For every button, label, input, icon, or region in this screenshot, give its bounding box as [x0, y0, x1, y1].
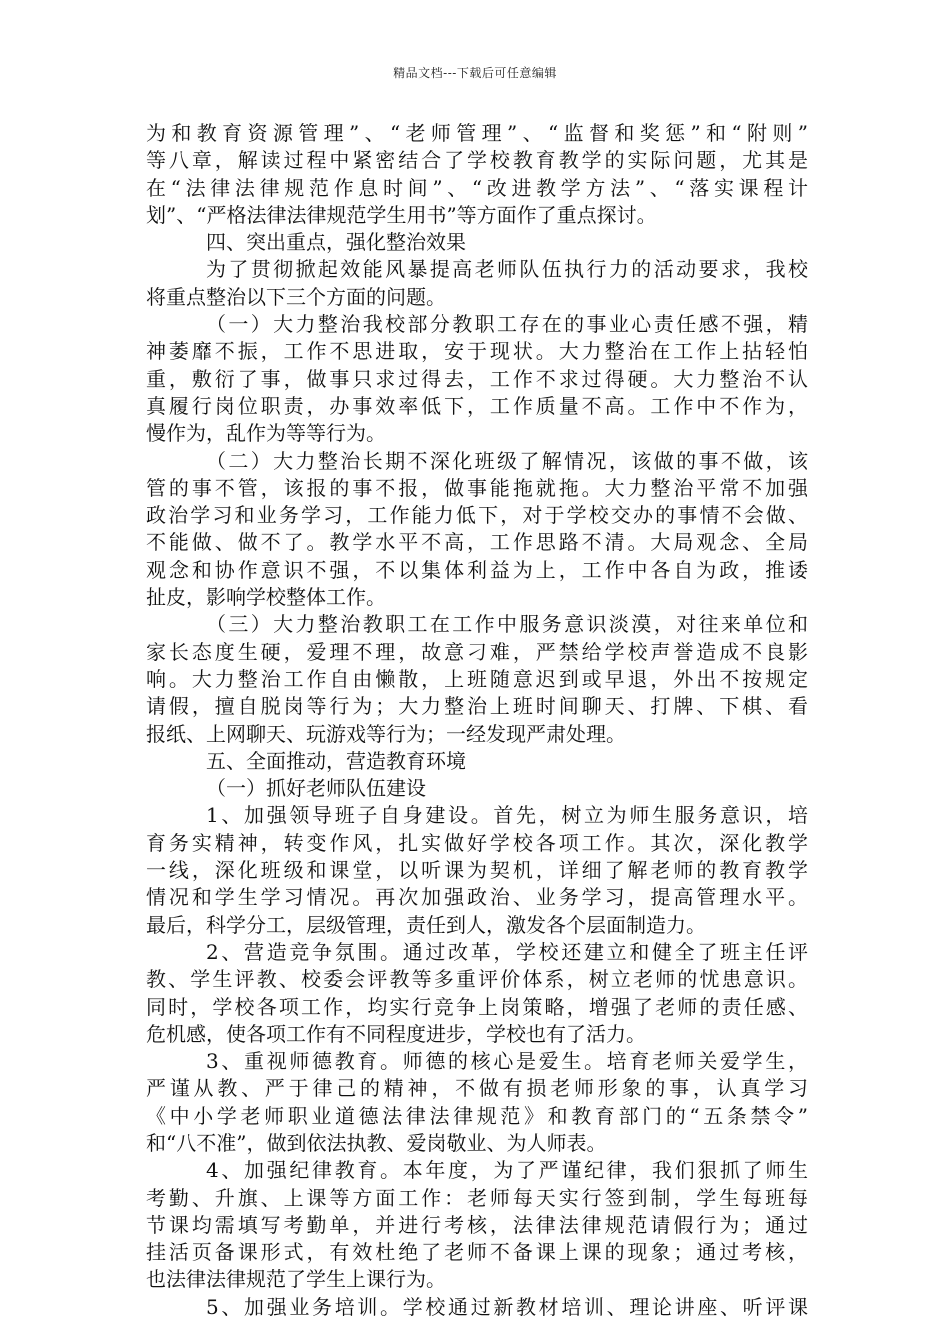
text-line: 危机感，使各项工作有不同程度进步，学校也有了活力。: [146, 1021, 646, 1046]
text-line: 1、加强领导班子自身建设。首先，树立为师生服务意识，培: [206, 803, 808, 828]
page-header: 精品文档---下载后可任意编辑: [393, 66, 557, 80]
text-line: 教、学生评教、校委会评教等多重评价体系，树立老师的忧患意识。: [146, 967, 808, 992]
text-line: 等八章，解读过程中紧密结合了学校教育教学的实际问题，尤其是: [146, 148, 808, 173]
text-line: （二）大力整治长期不深化班级了解情况，该做的事不做，该: [206, 448, 808, 473]
text-line: 情况和学生学习情况。再次加强政治、业务学习，提高管理水平。: [146, 885, 808, 910]
text-line: 报纸、上网聊天、玩游戏等行为；一经发现严肃处理。: [146, 721, 626, 746]
text-line: 响。大力整治工作自由懒散，上班随意迟到或早退，外出不按规定: [146, 666, 808, 691]
text-line: 5、加强业务培训。学校通过新教材培训、理论讲座、听评课: [206, 1294, 808, 1319]
text-line: 五、全面推动，营造教育环境: [206, 748, 466, 773]
text-line: 四、突出重点，强化整治效果: [206, 230, 466, 255]
text-line: 慢作为，乱作为等等行为。: [146, 421, 386, 446]
text-line: 也法律法律规范了学生上课行为。: [146, 1267, 446, 1292]
text-line: （一）抓好老师队伍建设: [206, 776, 426, 801]
text-line: 将重点整治以下三个方面的问题。: [146, 284, 446, 309]
text-line: 4、加强纪律教育。本年度，为了严谨纪律，我们狠抓了师生: [206, 1158, 808, 1183]
text-line: 育务实精神，转变作风，扎实做好学校各项工作。其次，深化教学: [146, 830, 808, 855]
text-line: 真履行岗位职责，办事效率低下，工作质量不高。工作中不作为，: [146, 393, 808, 418]
text-line: 观念和协作意识不强，不以集体利益为上，工作中各自为政，推诿: [146, 557, 808, 582]
text-line: 最后，科学分工，层级管理，责任到人，激发各个层面制造力。: [146, 912, 706, 937]
text-line: 《中小学老师职业道德法律法律规范》和教育部门的“五条禁令”: [146, 1103, 808, 1128]
text-line: 和“八不准”，做到依法执教、爱岗敬业、为人师表。: [146, 1130, 607, 1155]
text-line: 扯皮，影响学校整体工作。: [146, 585, 386, 610]
text-line: （三）大力整治教职工在工作中服务意识淡漠，对往来单位和: [206, 612, 808, 637]
text-line: （一）大力整治我校部分教职工存在的事业心责任感不强，精: [206, 312, 808, 337]
text-line: 不能做、做不了。教学水平不高，工作思路不清。大局观念、全局: [146, 530, 808, 555]
document-body: [146, 120, 808, 1321]
text-line: 为和教育资源管理”、“老师管理”、“监督和奖惩”和“附则”: [146, 121, 808, 145]
text-line: 管的事不管，该报的事不报，做事能拖就拖。大力整治平常不加强: [146, 475, 808, 500]
text-line: 挂活页备课形式，有效杜绝了老师不备课上课的现象；通过考核，: [146, 1240, 808, 1265]
text-line: 划”、“严格法律法律规范学生用书”等方面作了重点探讨。: [146, 202, 657, 227]
text-line: 考勤、升旗、上课等方面工作：老师每天实行签到制，学生每班每: [146, 1185, 808, 1210]
text-line: 政治学习和业务学习，工作能力低下，对于学校交办的事情不会做、: [146, 503, 808, 528]
text-line: 神萎靡不振，工作不思进取，安于现状。大力整治在工作上拈轻怕: [146, 339, 808, 364]
text-line: 节课均需填写考勤单，并进行考核，法律法律规范请假行为；通过: [146, 1212, 808, 1237]
text-line: 2、营造竞争氛围。通过改革，学校还建立和健全了班主任评: [206, 939, 808, 964]
text-line: 一线，深化班级和课堂，以听课为契机，详细了解老师的教育教学: [146, 858, 808, 883]
text-line: 请假，擅自脱岗等行为；大力整治上班时间聊天、打牌、下棋、看: [146, 694, 808, 719]
text-line: 3、重视师德教育。师德的核心是爱生。培育老师关爱学生，: [206, 1049, 808, 1074]
text-line: 在“法律法律规范作息时间”、“改进教学方法”、“落实课程计: [146, 175, 808, 200]
text-line: 重，敷衍了事，做事只求过得去，工作不求过得硬。大力整治不认: [146, 366, 808, 391]
text-line: 严谨从教、严于律己的精神，不做有损老师形象的事，认真学习: [146, 1076, 808, 1101]
text-line: 同时，学校各项工作，均实行竞争上岗策略，增强了老师的责任感、: [146, 994, 808, 1019]
text-line: 为了贯彻掀起效能风暴提高老师队伍执行力的活动要求，我校: [206, 257, 808, 282]
text-line: 家长态度生硬，爱理不理，故意刁难，严禁给学校声誉造成不良影: [146, 639, 808, 664]
